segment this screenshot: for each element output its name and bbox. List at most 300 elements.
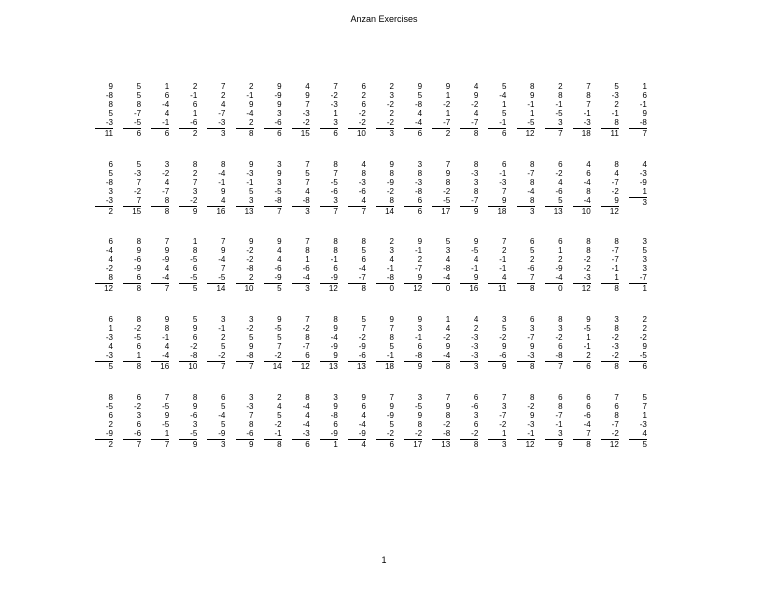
exercise-problem xyxy=(348,315,366,371)
problem-number: -9 xyxy=(162,255,170,264)
exercise-problem xyxy=(432,82,450,138)
problem-number: -5 xyxy=(133,118,142,127)
exercise-problem xyxy=(488,160,506,216)
problem-number: -7 xyxy=(555,411,563,420)
problem-number: 9 xyxy=(164,315,170,324)
problem-number: 6 xyxy=(614,402,619,411)
exercise-problem xyxy=(320,393,338,449)
exercise-problem xyxy=(320,82,338,138)
exercise-problem xyxy=(123,237,141,293)
problem-number: 3 xyxy=(108,187,113,196)
exercise-problem xyxy=(236,393,254,449)
problem-number: 7 xyxy=(220,264,226,273)
exercise-problem xyxy=(151,82,169,138)
problem-number: 2 xyxy=(389,82,394,91)
problem-number: 3 xyxy=(249,315,254,324)
problem-number: 9 xyxy=(642,109,647,118)
problem-number: -3 xyxy=(471,169,479,178)
exercise-problem xyxy=(545,315,563,371)
page-number: 1 xyxy=(381,555,387,565)
problem-number: 8 xyxy=(558,315,563,324)
problem-number: -2 xyxy=(583,255,591,264)
problem-number: -3 xyxy=(471,351,479,360)
problem-number: -7 xyxy=(527,333,535,342)
problem-number: 9 xyxy=(164,246,170,255)
problem-number: 5 xyxy=(389,342,394,351)
problem-number: -3 xyxy=(527,420,535,429)
problem-number: 7 xyxy=(586,100,591,109)
problem-number: -2 xyxy=(471,100,479,109)
problem-number: 5 xyxy=(108,109,113,118)
problem-number: 6 xyxy=(361,255,366,264)
exercise-problem xyxy=(179,237,197,293)
problem-number: -2 xyxy=(443,333,451,342)
problem-number: -5 xyxy=(274,187,282,196)
exercise-problem xyxy=(432,315,450,371)
problem-number: 8 xyxy=(164,324,170,333)
problem-number: 8 xyxy=(361,169,366,178)
problem-number: 4 xyxy=(305,187,310,196)
problem-number: -1 xyxy=(555,100,563,109)
problem-number: 4 xyxy=(417,109,423,118)
exercise-problem xyxy=(573,82,591,138)
problem-number: -3 xyxy=(246,402,254,411)
problem-number: 6 xyxy=(333,420,338,429)
problem-number: 3 xyxy=(333,196,338,205)
problem-number: 3 xyxy=(277,178,282,187)
problem-number: -9 xyxy=(358,342,366,351)
problem-number: -4 xyxy=(218,411,226,420)
exercise-problem xyxy=(123,82,141,138)
problem-number: -9 xyxy=(274,273,282,282)
problem-number: -2 xyxy=(246,324,254,333)
problem-number: -6 xyxy=(471,402,479,411)
exercise-problem xyxy=(488,393,506,449)
exercise-problem xyxy=(545,237,563,293)
exercise-problem xyxy=(236,160,254,216)
problem-number: -7 xyxy=(302,342,310,351)
exercise-problem xyxy=(123,393,141,449)
problem-number: 5 xyxy=(501,82,507,91)
problem-number: 5 xyxy=(614,82,619,91)
problem-number: -3 xyxy=(583,118,591,127)
problem-number: -7 xyxy=(499,411,507,420)
problem-number: 1 xyxy=(445,109,451,118)
problem-number: -8 xyxy=(414,187,423,196)
problem-number: -3 xyxy=(218,118,226,127)
problem-answer: 6 xyxy=(417,207,423,216)
problem-number: 4 xyxy=(642,160,647,169)
problem-number: 6 xyxy=(586,402,591,411)
problem-number: -5 xyxy=(414,402,423,411)
problem-number: -2 xyxy=(274,351,282,360)
problem-number: 4 xyxy=(389,255,394,264)
problem-number: -3 xyxy=(471,342,479,351)
problem-answer: 3 xyxy=(305,284,310,293)
problem-number: -8 xyxy=(274,196,282,205)
problem-number: -9 xyxy=(386,178,394,187)
problem-number: -4 xyxy=(443,273,451,282)
problem-number: -2 xyxy=(611,351,619,360)
exercise-problem xyxy=(488,237,506,293)
problem-number: -4 xyxy=(583,420,591,429)
problem-number: 4 xyxy=(473,82,479,91)
problem-answer: 9 xyxy=(558,440,563,449)
problem-answer: 2 xyxy=(192,129,198,138)
problem-number: 8 xyxy=(530,160,535,169)
problem-number: 2 xyxy=(501,246,507,255)
problem-number: 7 xyxy=(136,196,142,205)
problem-number: 8 xyxy=(586,237,591,246)
problem-number: 1 xyxy=(614,273,619,282)
problem-number: -2 xyxy=(358,333,366,342)
problem-number: 9 xyxy=(249,237,254,246)
problem-number: 9 xyxy=(192,324,198,333)
problem-number: 6 xyxy=(108,237,113,246)
problem-number: 2 xyxy=(642,324,647,333)
problem-number: 5 xyxy=(642,246,647,255)
exercise-problem xyxy=(207,82,225,138)
problem-answer: 7 xyxy=(220,362,226,371)
problem-number: 5 xyxy=(277,411,282,420)
problem-number: 1 xyxy=(445,91,451,100)
exercise-problem xyxy=(460,160,478,216)
problem-number: -3 xyxy=(302,109,310,118)
exercise-problem xyxy=(517,315,535,371)
problem-number: 6 xyxy=(192,100,198,109)
problem-number: 8 xyxy=(586,91,591,100)
problem-number: 4 xyxy=(164,109,170,118)
problem-answer: 12 xyxy=(328,284,338,293)
problem-number: 5 xyxy=(249,187,254,196)
problem-number: -2 xyxy=(330,91,338,100)
problem-number: 9 xyxy=(530,91,535,100)
exercise-problem xyxy=(95,237,113,293)
problem-number: -5 xyxy=(218,273,226,282)
problem-number: 5 xyxy=(389,420,394,429)
problem-number: -1 xyxy=(527,429,535,438)
problem-number: -4 xyxy=(302,273,310,282)
exercise-problem xyxy=(573,237,591,293)
problem-number: 6 xyxy=(642,91,647,100)
problem-number: 9 xyxy=(530,411,535,420)
problem-number: 8 xyxy=(108,273,113,282)
problem-number: -2 xyxy=(443,420,451,429)
problem-number: 8 xyxy=(136,100,142,109)
problem-number: 2 xyxy=(558,82,563,91)
problem-number: -5 xyxy=(190,255,198,264)
problem-number: -4 xyxy=(218,169,226,178)
problem-answer: 1 xyxy=(333,440,338,449)
problem-number: -3 xyxy=(471,333,479,342)
exercise-problem xyxy=(320,237,338,293)
problem-number: 9 xyxy=(389,160,394,169)
problem-number: 9 xyxy=(473,237,479,246)
problem-number: 8 xyxy=(389,169,394,178)
problem-number: -9 xyxy=(358,429,366,438)
problem-number: 5 xyxy=(642,393,647,402)
problem-number: 6 xyxy=(108,411,113,420)
exercise-problem xyxy=(573,393,591,449)
problem-number: -9 xyxy=(386,411,394,420)
problem-answer: 6 xyxy=(164,129,170,138)
problem-answer: 7 xyxy=(164,440,170,449)
exercise-problem xyxy=(432,237,450,293)
problem-number: -1 xyxy=(471,264,479,273)
problem-number: -5 xyxy=(639,351,647,360)
problem-number: 9 xyxy=(417,82,423,91)
exercise-problem xyxy=(432,160,450,216)
problem-number: 6 xyxy=(417,342,423,351)
problem-number: 6 xyxy=(586,169,591,178)
exercise-problem xyxy=(320,315,338,371)
problem-number: -3 xyxy=(639,169,647,178)
problem-number: 2 xyxy=(586,351,591,360)
exercise-problem xyxy=(292,393,310,449)
problem-number: 1 xyxy=(445,315,451,324)
problem-number: 5 xyxy=(305,169,310,178)
problem-number: 1 xyxy=(333,109,338,118)
problem-number: 3 xyxy=(277,160,282,169)
exercise-problem xyxy=(151,160,169,216)
problem-number: 6 xyxy=(361,82,366,91)
problem-number: -8 xyxy=(190,351,198,360)
problem-number: 9 xyxy=(642,342,647,351)
exercise-problem xyxy=(348,82,366,138)
exercise-problem xyxy=(517,160,535,216)
problem-number: 4 xyxy=(473,255,479,264)
problem-answer: 10 xyxy=(188,362,198,371)
problem-number: 4 xyxy=(445,255,451,264)
exercise-problem xyxy=(545,393,563,449)
problem-number: -7 xyxy=(639,273,647,282)
problem-number: 2 xyxy=(558,255,563,264)
exercise-problem xyxy=(95,82,113,138)
problem-number: 2 xyxy=(361,91,366,100)
problem-answer: 9 xyxy=(249,440,254,449)
problem-answer: 3 xyxy=(501,440,507,449)
problem-number: -2 xyxy=(133,324,142,333)
problem-number: -6 xyxy=(190,118,198,127)
problem-number: -2 xyxy=(246,246,254,255)
exercise-problem xyxy=(460,237,478,293)
problem-number: 5 xyxy=(220,342,226,351)
problem-number: 8 xyxy=(473,187,479,196)
problem-number: 8 xyxy=(305,393,310,402)
problem-number: 4 xyxy=(220,100,226,109)
problem-number: 9 xyxy=(277,100,282,109)
exercise-problem xyxy=(123,315,141,371)
exercise-problem xyxy=(348,160,366,216)
problem-number: 2 xyxy=(417,255,423,264)
problem-number: -4 xyxy=(246,109,254,118)
problem-number: 3 xyxy=(417,160,423,169)
problem-number: 6 xyxy=(530,237,535,246)
problem-number: -2 xyxy=(414,429,423,438)
problem-number: 3 xyxy=(445,246,451,255)
problem-number: 4 xyxy=(164,178,170,187)
problem-number: -2 xyxy=(386,429,394,438)
problem-number: 8 xyxy=(164,196,170,205)
problem-number: 6 xyxy=(136,273,142,282)
problem-number: 5 xyxy=(361,315,366,324)
exercise-problem xyxy=(320,160,338,216)
problem-number: 7 xyxy=(389,324,394,333)
problem-number: 3 xyxy=(164,160,170,169)
problem-number: 1 xyxy=(501,100,507,109)
problem-number: 1 xyxy=(586,333,591,342)
problem-number: -8 xyxy=(639,118,647,127)
problem-number: -7 xyxy=(527,169,535,178)
problem-answer: 8 xyxy=(249,129,254,138)
problem-number: 4 xyxy=(614,169,619,178)
problem-answer: 9 xyxy=(192,440,198,449)
problem-number: -4 xyxy=(162,100,170,109)
problem-number: 7 xyxy=(445,393,451,402)
problem-number: 4 xyxy=(305,411,310,420)
problem-number: 6 xyxy=(586,393,591,402)
problem-number: 6 xyxy=(501,160,507,169)
problem-answer: 5 xyxy=(108,362,113,371)
problem-answer: 3 xyxy=(530,207,535,216)
problem-number: 8 xyxy=(361,237,366,246)
problem-number: 9 xyxy=(417,411,423,420)
problem-number: 7 xyxy=(501,393,507,402)
problem-number: -2 xyxy=(218,351,226,360)
exercise-problem xyxy=(629,160,647,207)
problem-number: -4 xyxy=(583,196,591,205)
problem-number: 9 xyxy=(501,342,507,351)
problem-number: 4 xyxy=(445,324,451,333)
problem-number: -3 xyxy=(133,169,142,178)
problem-answer: 6 xyxy=(389,440,394,449)
problem-number: -2 xyxy=(386,187,394,196)
problem-answer: 6 xyxy=(136,129,142,138)
problem-number: -9 xyxy=(639,178,647,187)
problem-number: 8 xyxy=(445,411,451,420)
problem-number: 8 xyxy=(192,246,198,255)
problem-number: 8 xyxy=(389,333,394,342)
problem-number: 9 xyxy=(333,402,338,411)
problem-number: -2 xyxy=(527,402,535,411)
problem-number: 7 xyxy=(586,429,591,438)
problem-number: -4 xyxy=(499,91,507,100)
problem-number: 7 xyxy=(614,393,619,402)
problem-number: 4 xyxy=(164,264,170,273)
problem-number: -7 xyxy=(133,109,142,118)
problem-number: 9 xyxy=(389,402,394,411)
problem-answer: 3 xyxy=(473,362,479,371)
problem-number: 8 xyxy=(417,169,423,178)
problem-answer: 15 xyxy=(132,207,142,216)
problem-number: -8 xyxy=(246,351,254,360)
problem-number: 3 xyxy=(530,324,535,333)
problem-number: 8 xyxy=(333,246,338,255)
exercise-problem xyxy=(179,315,197,371)
problem-number: -3 xyxy=(611,91,619,100)
problem-number: -9 xyxy=(555,264,563,273)
problem-number: -2 xyxy=(499,420,507,429)
problem-number: 5 xyxy=(249,333,254,342)
problem-number: -8 xyxy=(386,273,394,282)
problem-answer: 13 xyxy=(356,362,366,371)
problem-answer: 12 xyxy=(104,284,113,293)
problem-number: 8 xyxy=(108,100,113,109)
problem-number: 7 xyxy=(305,100,310,109)
problem-number: -1 xyxy=(218,178,226,187)
exercise-problem xyxy=(601,160,619,216)
document-title: Anzan Exercises xyxy=(350,14,418,24)
problem-number: 9 xyxy=(501,196,507,205)
problem-number: 1 xyxy=(642,411,647,420)
problem-number: -2 xyxy=(274,420,282,429)
problem-answer: 11 xyxy=(498,284,507,293)
problem-number: 8 xyxy=(417,420,423,429)
problem-answer: 12 xyxy=(609,440,619,449)
problem-number: -5 xyxy=(133,333,142,342)
problem-number: -7 xyxy=(611,255,619,264)
problem-number: 8 xyxy=(558,402,563,411)
problem-number: -5 xyxy=(190,273,198,282)
problem-answer: 8 xyxy=(530,362,535,371)
problem-number: 3 xyxy=(389,91,394,100)
problem-answer: 8 xyxy=(614,362,619,371)
problem-answer: 1 xyxy=(642,284,647,293)
problem-number: 8 xyxy=(530,82,535,91)
problem-number: -4 xyxy=(218,255,226,264)
problem-answer: 3 xyxy=(220,129,226,138)
problem-number: 9 xyxy=(445,342,451,351)
exercise-problem xyxy=(95,393,113,449)
exercise-problem xyxy=(236,82,254,138)
problem-answer: 14 xyxy=(216,284,226,293)
problem-number: -9 xyxy=(133,264,142,273)
exercise-problem xyxy=(545,82,563,138)
problem-number: -5 xyxy=(274,324,282,333)
exercise-problem xyxy=(179,160,197,216)
problem-number: 2 xyxy=(249,82,254,91)
exercise-problem xyxy=(376,393,394,449)
problem-number: 7 xyxy=(305,237,310,246)
problem-number: 9 xyxy=(277,315,282,324)
problem-number: 8 xyxy=(305,333,310,342)
problem-number: 8 xyxy=(220,160,226,169)
problem-number: -2 xyxy=(611,187,619,196)
problem-answer: 13 xyxy=(441,440,451,449)
problem-number: 8 xyxy=(614,237,619,246)
problem-number: 2 xyxy=(220,333,226,342)
problem-number: -3 xyxy=(414,178,423,187)
problem-number: 3 xyxy=(192,187,198,196)
problem-number: -1 xyxy=(246,178,254,187)
exercise-problem xyxy=(404,160,422,216)
problem-number: -1 xyxy=(246,91,254,100)
problem-number: 8 xyxy=(614,411,619,420)
problem-number: 2 xyxy=(642,315,647,324)
problem-number: 6 xyxy=(361,402,366,411)
problem-number: 5 xyxy=(108,169,113,178)
exercise-problem xyxy=(601,393,619,449)
problem-number: 8 xyxy=(192,393,198,402)
problem-number: 8 xyxy=(333,237,338,246)
problem-number: 8 xyxy=(136,315,142,324)
problem-number: 8 xyxy=(586,246,591,255)
problem-number: -1 xyxy=(162,333,170,342)
problem-number: 3 xyxy=(501,315,507,324)
problem-number: 5 xyxy=(501,324,507,333)
problem-number: -6 xyxy=(302,264,310,273)
problem-number: 3 xyxy=(642,255,647,264)
